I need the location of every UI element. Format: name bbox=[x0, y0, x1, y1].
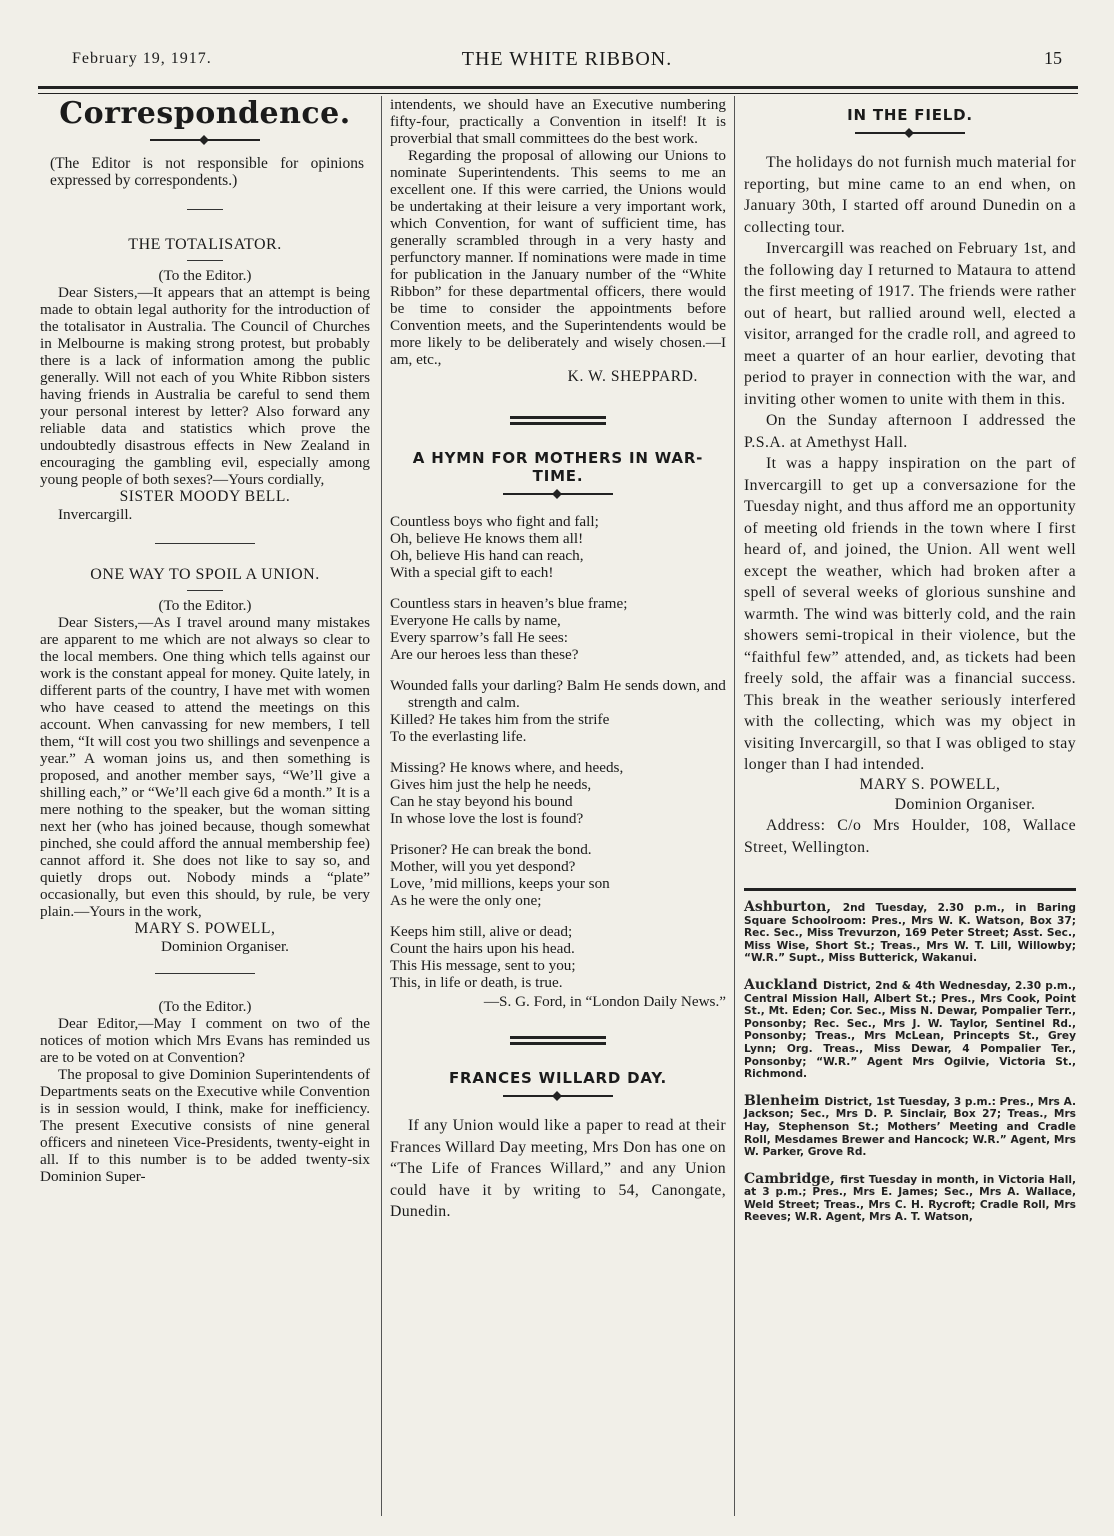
union-entry bbox=[744, 1170, 1076, 1224]
divider bbox=[187, 260, 223, 261]
hymn-line: Countless stars in heaven’s blue frame; bbox=[390, 595, 628, 612]
hymn-stanza bbox=[390, 759, 726, 827]
divider bbox=[155, 543, 255, 544]
ornament-rule bbox=[503, 1091, 613, 1101]
ornament-rule bbox=[503, 489, 613, 499]
letter-title-totalisator: THE TOTALISATOR. bbox=[128, 236, 282, 253]
hymn-line: Love, ’mid millions, keeps your son bbox=[390, 875, 610, 892]
section-divider bbox=[510, 416, 606, 425]
hymn-line: Oh, believe His hand can reach, bbox=[390, 547, 584, 564]
hymn-stanza bbox=[390, 841, 726, 909]
hymn-line: Are our heroes less than these? bbox=[390, 646, 579, 663]
hymn-line: Everyone He calls by name, bbox=[390, 612, 561, 629]
ornament-rule bbox=[855, 128, 965, 138]
hymn-line: Count the hairs upon his head. bbox=[390, 940, 575, 957]
union-details: District, 2nd & 4th Wednesday, 2.30 p.m., Central Mission Hall, Albert St.; Pres., Mrs Cook, Point St., Mt. Eden; Cor. Sec., Miss N. Dewar, Pompalier Terr., Ponsonby; Rec. Sec., Mrs J. W. Taylor, Sentinel Rd., Ponsonby; Treas., Mrs McLean, Princepts St., Grey Lynn; Org. Treas., Miss Dewar, 4 Pompalier Ter., Ponsonby; “W.R.” Agent Mrs Ogilvie, Victoria St., Richmond. bbox=[744, 979, 1076, 1081]
letter-address: (To the Editor.) bbox=[158, 267, 252, 284]
letter-signature: SISTER MOODY BELL. bbox=[119, 488, 291, 505]
fwd-body: If any Union would like a paper to read at their Frances Willard Day meeting, Mrs Don has one on “The Life of Frances Willard,” and any Union could have it by writing to 54, Canongate, Dunedin. bbox=[390, 1117, 726, 1220]
column-in-the-field bbox=[744, 96, 1076, 1238]
union-details: District, 1st Tuesday, 3 p.m.: Pres., Mrs A. Jackson; Sec., Mrs D. P. Sinclair, Box 27; Treas., Mrs Hay, Stephenson St.; Mothers’ Meeting and Cradle Roll, Mesdames Brewer and Hancock; W.R.” Agent, Mrs W. Parker, Grove Rd. bbox=[744, 1095, 1076, 1159]
letter-title-spoil-union: ONE WAY TO SPOIL A UNION. bbox=[90, 566, 320, 583]
field-paragraph: The holidays do not furnish much material for reporting, but mine came to an end when, on January 30th, I started off around Dunedin on a collecting tour. bbox=[744, 154, 1076, 236]
hymn-line: Gives him just the help he needs, bbox=[390, 776, 592, 793]
union-details: first Tuesday in month, in Victoria Hall, at 3 p.m.; Pres., Mrs E. James; Sec., Mrs A. Wallace, Weld Street; Treas., Mrs C. H. Rycroft; Cradle Roll, Mrs Reeves; W.R. Agent, Mrs A. T. Watson, bbox=[744, 1173, 1076, 1224]
union-name: Cambridge, bbox=[744, 1170, 841, 1187]
hymn-credit: —S. G. Ford, in “London Daily News.” bbox=[483, 993, 726, 1010]
header-rule bbox=[38, 86, 1078, 94]
union-name: Auckland bbox=[744, 976, 823, 993]
publication-title: THE WHITE RIBBON. bbox=[461, 48, 673, 70]
union-entry bbox=[744, 1092, 1076, 1159]
hymn-line: Mother, will you yet despond? bbox=[390, 858, 576, 875]
field-paragraph: Invercargill was reached on February 1st, and the following day I returned to Mataura to attend the first meeting of 1917. The friends were rather out of heart, but rallied around well, elected a visitor, arranged for the cradle roll, and agreed to meet a quarter of an hour earlier, devoting that period to prayer in connection with the war, and inviting other women to unite with them in this. bbox=[744, 240, 1076, 408]
directory-rule bbox=[744, 888, 1076, 891]
hymn-line: Prisoner? He can break the bond. bbox=[390, 841, 592, 858]
hymn-line: Oh, believe He knows them all! bbox=[390, 530, 584, 547]
field-paragraph: On the Sunday afternoon I addressed the P.S.A. at Amethyst Hall. bbox=[744, 412, 1076, 451]
hymn-title: A HYMN FOR MOTHERS IN WAR-TIME. bbox=[412, 449, 704, 485]
field-paragraph: It was a happy inspiration on the part of Invercargill to get up a conversazione for the Tuesday night, and thus afford me an opportunity of meeting old friends in the town where I first heard of, and joined, the Union. All went well except the weather, which had broken after a spell of several weeks of glorious sunshine and warmth. The wind was bitterly cold, and the rain showers semi-tropical in their violence, but the “faithful few” attended, and, as tickets had been freely sold, the affair was a financial success. This break in the weather seriously interfered with the collecting, which was my object in visiting Invercargill, so that I was obliged to stay longer than I had intended. bbox=[744, 455, 1076, 773]
hymn-line: Keeps him still, alive or dead; bbox=[390, 923, 573, 940]
union-entry bbox=[744, 976, 1076, 1081]
letter-signature: MARY S. POWELL, bbox=[134, 920, 276, 937]
letter-address: (To the Editor.) bbox=[158, 597, 252, 614]
letter-body: The proposal to give Dominion Superintendents of Departments seats on the Executive while Convention is in session would, I think, make for inefficiency. The present Executive consists of nine general officers and nineteen Vice-Presidents, twenty-eight in all. If to this number is to be added twenty-six Dominion Super- bbox=[40, 1066, 370, 1185]
union-name: Ashburton, bbox=[744, 899, 843, 915]
divider bbox=[187, 590, 223, 591]
column-divider bbox=[381, 96, 382, 1516]
ornament-rule bbox=[150, 135, 260, 145]
section-divider bbox=[510, 1036, 606, 1045]
hymn-stanza bbox=[390, 595, 726, 663]
hymn-line: With a special gift to each! bbox=[390, 564, 554, 581]
column-middle bbox=[390, 96, 726, 1223]
union-entry bbox=[744, 901, 1076, 965]
letter-body: Dear Editor,—May I comment on two of the notices of motion which Mrs Evans has reminded us are to be voted on at Convention? bbox=[40, 1015, 370, 1066]
field-signature: MARY S. POWELL, bbox=[859, 775, 1001, 793]
disclaimer: (The Editor is not responsible for opinions expressed by correspondents.) bbox=[50, 155, 364, 189]
letter-body: Dear Sisters,—As I travel around many mistakes are apparent to me which are not always so clear to the local members. One thing which tells against our work is the constant appeal for money. Quite lately, in different parts of the country, I have met with women who have ceased to attend the meetings on this account. When canvassing for new members, I tell them, “It will cost you two shillings and sevenpence a year.” A woman joins us, and then something is proposed, and another member says, “We’ll give a shilling each,” or “We’ll each give 6d a month.” It is a mere nothing to the speaker, but the woman sitting next her (who has joined because, though somewhat pinched, she could afford the annual membership fee) cannot afford it. She does not like to say so, and quietly drops out. Nobody minds a “plate” occasionally, but even this should, by rule, be very plain.—Yours in the work, bbox=[40, 614, 370, 920]
letter-signature: K. W. SHEPPARD. bbox=[567, 368, 698, 385]
union-directory bbox=[744, 901, 1076, 1224]
letter-address: (To the Editor.) bbox=[158, 998, 252, 1015]
hymn-line: Countless boys who fight and fall; bbox=[390, 513, 599, 530]
page-number: 15 bbox=[1044, 48, 1062, 68]
fwd-title: FRANCES WILLARD DAY. bbox=[448, 1069, 668, 1087]
hymn-line: To the everlasting life. bbox=[390, 728, 527, 745]
issue-date: February 19, 1917. bbox=[72, 50, 212, 67]
hymn-stanza bbox=[390, 923, 726, 991]
hymn-line: In whose love the lost is found? bbox=[390, 810, 584, 827]
field-address: Address: C/o Mrs Houlder, 108, Wallace Street, Wellington. bbox=[744, 817, 1076, 856]
letter-continued: intendents, we should have an Executive numbering fifty-four, practically a Convention in itself! It is proverbial that small committees do the best work. bbox=[390, 96, 726, 147]
hymn-line: Missing? He knows where, and heeds, bbox=[390, 759, 624, 776]
divider bbox=[187, 209, 223, 210]
hymn-line: Killed? He takes him from the strife bbox=[390, 711, 610, 728]
hymn-line: This, in life or death, is true. bbox=[390, 974, 563, 991]
union-name: Blenheim bbox=[744, 1092, 825, 1109]
divider bbox=[155, 973, 255, 974]
hymn-poem bbox=[390, 513, 726, 991]
hymn-line: Wounded falls your darling? Balm He sends down, and strength and calm. bbox=[390, 677, 726, 711]
union-details: 2nd Tuesday, 2.30 p.m., in Baring Square Schoolroom: Pres., Mrs W. K. Watson, Box 37; Rec. Sec., Miss Trevurzon, 169 Peter Street; Asst. Sec., Miss Wise, Short St.; Treas., Mrs W. T. Lill, Willowby; “W.R.” Supt., Miss Butterick, Wakanui. bbox=[744, 902, 1077, 965]
hymn-line: Every sparrow’s fall He sees: bbox=[390, 629, 568, 646]
letter-place: Invercargill. bbox=[58, 506, 133, 523]
letter-continued: Regarding the proposal of allowing our Unions to nominate Superintendents. This seems to me an excellent one. If this were carried, the Unions would be undertaking at their leisure a very important work, which Convention, for want of sufficient time, has generally scrambled through in a very hasty and perfunctory manner. If nominations were made in time for publication in the January number of the “White Ribbon” for these departmental officers, there would be time to consider the appointments before Convention meets, and the Superintendents would be more likely to be deliberately and wisely chosen.—I am, etc., bbox=[390, 147, 726, 368]
section-masthead: Correspondence. bbox=[59, 96, 351, 131]
hymn-line: This His message, sent to you; bbox=[390, 957, 576, 974]
page-header bbox=[72, 44, 1062, 74]
field-role: Dominion Organiser. bbox=[894, 795, 1036, 813]
hymn-stanza bbox=[390, 513, 726, 581]
signature-role: Dominion Organiser. bbox=[161, 938, 289, 955]
column-divider bbox=[734, 96, 735, 1516]
letter-body: Dear Sisters,—It appears that an attempt is being made to obtain legal authority for the introduction of the totalisator in Australia. The Council of Churches in Melbourne is making strong protest, but probably there is a lack of information among the public generally. Will not each of you White Ribbon sisters having friends in Australia be careful to send them your personal interest by letter? Also forward any reliable data and statistics which prove the undoubtedly disastrous effects in New Zealand in encouraging the gambling evil, especially among young people of both sexes?—Yours cordially, bbox=[40, 284, 370, 488]
column-correspondence bbox=[40, 96, 370, 1185]
hymn-line: Can he stay beyond his bound bbox=[390, 793, 573, 810]
hymn-line: As he were the only one; bbox=[390, 892, 542, 909]
field-title: IN THE FIELD. bbox=[847, 106, 973, 124]
hymn-stanza bbox=[390, 677, 726, 745]
